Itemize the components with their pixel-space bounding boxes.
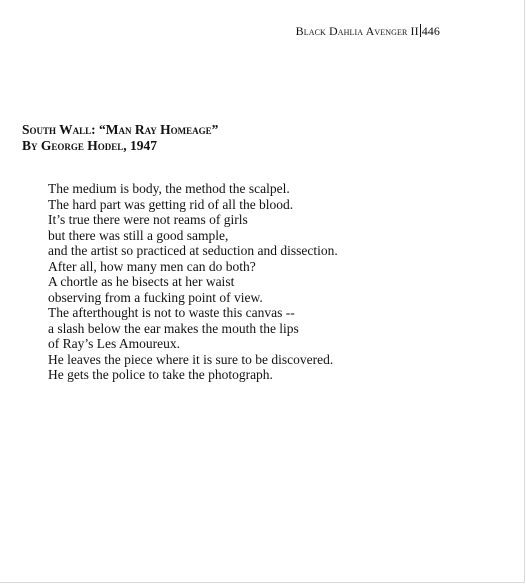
poem-byline: By George Hodel, 1947 bbox=[22, 138, 158, 153]
running-header bbox=[240, 24, 440, 39]
poem-line: He gets the police to take the photograph. bbox=[48, 367, 273, 382]
poem-line: observing from a fucking point of view. bbox=[48, 289, 263, 305]
poem-line: He leaves the piece where it is sure to be discovered. bbox=[48, 351, 334, 367]
poem-line: The afterthought is not to waste this canvas -- bbox=[48, 305, 295, 320]
poem-line: The hard part was getting rid of all the blood. bbox=[48, 196, 294, 212]
poem-title: South Wall: “Man Ray Homeage” bbox=[22, 122, 219, 137]
poem-line: After all, how many men can do both? bbox=[48, 258, 256, 274]
poem-line: The medium is body, the method the scalpel. bbox=[48, 181, 290, 196]
poem-line: It’s true there were not reams of girls bbox=[48, 212, 248, 227]
poem-line: a slash below the ear makes the mouth the lips bbox=[48, 320, 299, 336]
poem-line: and the artist so practiced at seduction and dissection. bbox=[48, 243, 338, 258]
poem-line: A chortle as he bisects at her waist bbox=[48, 274, 235, 289]
poem-body bbox=[48, 181, 508, 383]
page-number: 446 bbox=[421, 24, 440, 38]
poem-line: but there was still a good sample, bbox=[48, 227, 229, 243]
book-title: Black Dahlia Avenger II bbox=[295, 24, 419, 38]
poem-line: of Ray’s Les Amoureux. bbox=[48, 336, 180, 351]
poem-title-block bbox=[22, 122, 442, 154]
header-separator bbox=[420, 24, 421, 37]
